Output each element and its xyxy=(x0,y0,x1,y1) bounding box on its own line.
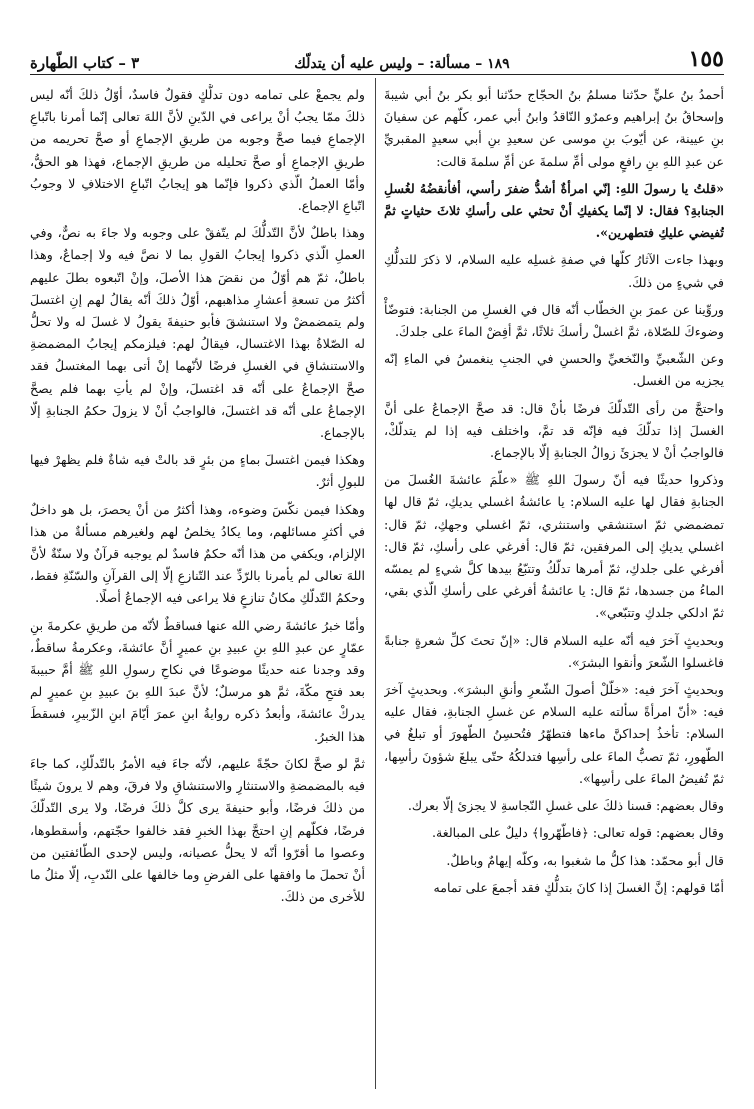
paragraph: وعن الشّعبيِّ والنّخعيِّ والحسنِ في الجنبِ ينغمسُ في الماءِ إنّه يجزيه من الغسل. xyxy=(384,351,724,389)
paragraph: وبحديثٍ آخرَ فيه: «خلّلْ أصولَ الشّعرِ وأنقِ البشرَ». وبحديثٍ آخرَ فيه: «أنّ امرأةً سألته عليه السلام عن غسلِ الجنابةِ، فقال عليه السلام: تأخذُ إحداكنَّ ماءها فتطهّرُ فتُحسِنُ الطّهورَ أو تبلغُ في الطّهورِ، ثمّ تصبُّ الماءَ على رأسِها فتدلكُهُ حتّى يبلغَ شؤونَ رأسِها، ثمّ تُفيضُ الماءَ على رأسِها». xyxy=(384,682,724,786)
paragraph: وهكذا فيمن نكّسَ وضوءه، وهذا أكثرُ من أنْ يحصرَ، بل هو داخلٌ في أكثرِ مسائلهم، وما يكادُ يخلصُ لهم ولغيرهم مسألةٌ من هذا الإلزام، ويكفي من هذا أنّه حكمٌ فاسدٌ لم يوجبه قرآنٌ ولا سنّةٌ لأنَّ اللهَ تعالى لم يأمرنا بالرّدِّ عند التّنازعِ إلّا إلى القرآنِ والسّنّةِ فقط، وحكمُ التّدلّكِ مكانُ تنازعٍ فلا يراعى فيه الإجماعُ أصلًا. xyxy=(30,501,365,606)
paragraph: وهذا باطلٌ لأنَّ التّدلُّكَ لم يتّفقْ على وجوبه ولا جاءَ به نصٌّ، وفي العملِ الّذي ذكروا إيجابُ القولِ بما لا نصَّ فيه ولا إجماعٌ، وهذا باطلٌ، ثمّ هم أوّلُ من نقضَ هذا الأصلَ، وإنْ اتّبعوه بطلَ عليهم أكثرُ من تسعةِ أعشارِ مذاهبهم، أوّلُ ذلكَ أنّه يقالُ لهم إنِ اغتسلَ ولم يتمضمضْ ولا استنشقَ فأبو حنيفةَ يقولُ لا غسلَ له ولا تحلُّ له الصّلاةُ بهذا الاغتسال، فيقالُ لهم: فيلزمكم إيجابُ المضمضةِ والاستنشاقِ في الغسلِ فرضًا لأنّهما إنْ أتى بهما المغتسلُ فقد صحَّ الإجماعُ على أنّه قد اغتسلَ، وإنْ لم يأتِ بهما فلم يصحَّ الإجماعُ على أنّه قد اغتسلَ، فالواجبُ أنْ لا يزولَ حكمُ الجنابةِ إلّا بالإجماع. xyxy=(30,225,365,441)
page-number: ١٥٥ xyxy=(688,46,724,72)
paragraph: وبحديثٍ آخرَ فيه أنّه عليه السلام قال: «إنّ تحتَ كلِّ شعرةٍ جنابةً فاغسلوا الشّعرَ وأنقوا البشرَ». xyxy=(384,632,724,670)
paragraph: وقال بعضهم: قسنا ذلكَ على غسلِ النّجاسةِ لا يجزئ إلّا بعرك. xyxy=(407,798,724,814)
running-title: ١٨٩ – مسألة: – وليس عليه أن يتدلّك xyxy=(294,56,510,72)
left-column xyxy=(30,84,365,1089)
paragraph: ثمَّ لو صحَّ لكانَ حجّةً عليهم، لأنّه جاءَ فيه الأمرُ بالتّدلّكِ، كما جاءَ فيه بالمضمضةِ والاستنثارِ والاستنشاقِ ولا فرقَ، وهم لا يرونَ شيئًا من ذلكَ فرضًا، وأبو حنيفةَ يرى كلَّ ذلكَ فرضًا، ولا يرى التّدلّكَ فرضًا، فكلّهم إنِ احتجَّ بهذا الخبرِ فقد خالفوا حجّتهم، وأسقطوها، وعصوا ما أقرّوا أنّه لا يحلُّ عصيانه، وليس لإحدى الطّائفتين من أنْ تحملَ ما وافقها على الفرضِ وما خالفها على النّدبِ، إلّا مثلُ ما للأخرى من ذلكَ. xyxy=(30,755,365,905)
paragraph: واحتجَّ من رأى التّدلّكَ فرضًا بأنْ قال: قد صحَّ الإجماعُ على أنَّ الغسلَ إذا تدلّكَ فيه فإنّه قد تمَّ، واختلف فيه إذا لم يتدلّكْ، فالواجبُ أنْ لا يجزئَ زوالُ الجنابةِ إلّا بالإجماع. xyxy=(384,400,724,461)
paragraph: أمّا قولهم: إنَّ الغسلَ إذا كانَ بتدلُّكٍ فقد أجمعَ على تمامه xyxy=(433,879,724,895)
page-header xyxy=(30,44,724,72)
paragraph: وهكذا فيمن اغتسلَ بماءٍ من بئرٍ قد بالتْ فيه شاةٌ فلم يظهرْ فيها للبولِ أثرٌ. xyxy=(30,452,365,490)
paragraph: وروِّينا عن عمرَ بنِ الخطّاب أنّه قال في الغسلِ من الجنابة: فتوضّأْ وضوءكَ للصّلاة، ثمَّ اغسلْ رأسكَ ثلاثًا، ثمَّ أفِضْ الماءَ على جلدكَ. xyxy=(384,301,724,340)
paragraph: وأمّا خبرُ عائشةَ رضي الله عنها فساقطٌ لأنّه من طريقِ عكرمةَ بنِ عمّارٍ عن عبدِ اللهِ بنِ عبيدِ بنِ عميرٍ أنَّ عائشةَ، وعكرمةُ ساقطٌ، وقد وجدنا عنه حديثًا موضوعًا في نكاحِ رسولِ اللهِ ﷺ أمَّ حبيبةَ بعد فتحِ مكّةَ، ثمَّ هو مرسلٌ؛ لأنَّ عبدَ اللهِ بنَ عبيدِ بنِ عميرٍ لم يدركْ عائشةَ، وأبعدُ ذكره روايةُ ابنِ عمرَ أيّامَ ابنِ الزّبيرِ، فسقطَ هذا الخبرُ. xyxy=(30,617,365,744)
column-divider xyxy=(375,78,376,1089)
header-rule xyxy=(30,74,724,75)
right-column xyxy=(384,84,724,1089)
paragraph: وذكروا حديثًا فيه أنّ رسولَ اللهِ ﷺ «علّمَ عائشةَ الغُسلَ من الجنابةِ فقال لها عليه السلام: يا عائشةُ اغسلي يديكِ، ثمّ قال لها تمضمضي ثمّ استنشقي واستنثري، ثمّ اغسلي وجهكِ، ثمّ قال: اغسلي يديكِ إلى المرفقين، ثمّ قال: أفرغي على رأسكِ، ثمّ قال: أفرغي على جلدكِ، ثمّ أمرها تدلّكُ وتتبّعُ بيدها كلَّ شيءٍ لم يمسّه الماءُ من جسدها، ثمّ قال: يا عائشةُ أفرغي على رأسكِ الّذي بقي، ثمّ ادلكي جلدكِ وتتبّعي». xyxy=(384,472,724,621)
paragraph-isnad: أحمدُ بنُ عليٍّ حدّثنا مسلمُ بنُ الحجّاج حدّثنا أبو بكر بنُ أبي شيبةَ وإسحاقُ بنُ إبراهيم وعمرٌو النّاقدُ وابنُ أبي عمر، كلّهم عن سفيانَ بنِ عيينة، عن أيّوبَ بنِ موسى عن سعيدِ بنِ أبي سعيدٍ المقبريِّ عن عبدِ اللهِ بنِ رافعٍ مولى أمِّ سلمةَ عن أمِّ سلمةَ قالت: xyxy=(384,87,724,169)
paragraph: ولم يجمعْ على تمامه دون تدلُّكٍ فقولٌ فاسدٌ، أوّلُ ذلكَ أنّه ليس ذلكَ ممّا يجبُ أنْ يراعى في الدّينِ لأنَّ اللهَ تعالى إنّما أمرنا باتّباعِ الإجماعِ فيما صحَّ وجوبه من طريقِ الإجماعِ أو صحَّ تحريمه من طريقِ الإجماعِ أو صحَّ تحليله من طريقِ الإجماع، فهذا هو الحقُّ، وأمّا العملُ الّذي ذكروا فإنّما هو إيجابُ اتّباعِ الاختلافِ لا وجوبُ اتّباعِ الإجماع. xyxy=(30,87,365,214)
paragraph: وقال بعضهم: قوله تعالى: ﴿فاطّهّروا﴾ دليلٌ على المبالغة. xyxy=(431,825,724,841)
book-title: ٣ – كتاب الطّهارة xyxy=(30,54,140,72)
paragraph: وبهذا جاءت الآثارُ كلّها في صفةِ غسلِه عليه السلام، لا ذكرَ للتدلُّكِ في شيءٍ من ذلكَ. xyxy=(384,252,724,290)
paragraph: قال أبو محمّد: هذا كلُّ ما شغبوا به، وكلّه إيهامٌ وباطلٌ. xyxy=(446,852,724,868)
paragraph-hadith: «قلتُ يا رسولَ اللهِ: إنّي امرأةٌ أشدُّ ضفرَ رأسي، أفأنقضُهُ لغُسلِ الجنابةِ؟ فقال: لا إنّما يكفيكِ أنْ تحثي على رأسكِ ثلاثَ حثياتٍ ثمَّ تُفيضي عليكِ فتطهرين». xyxy=(384,180,724,241)
